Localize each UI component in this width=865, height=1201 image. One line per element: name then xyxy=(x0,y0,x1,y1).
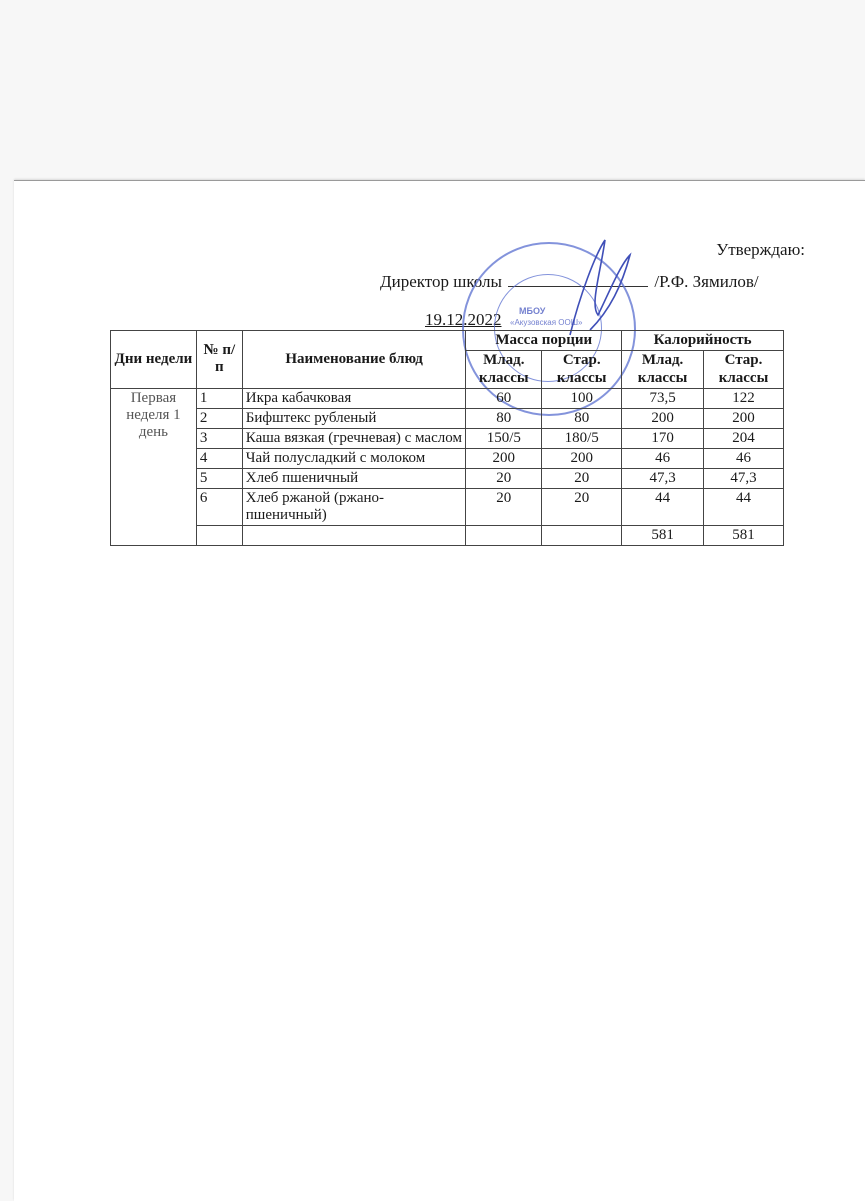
row-mass-sr: 180/5 xyxy=(542,428,622,448)
row-cal-sr: 47,3 xyxy=(704,468,784,488)
row-dish: Хлеб ржаной (ржано-пшеничный) xyxy=(242,488,466,525)
header-mass-sr: Стар. классы xyxy=(542,351,622,389)
header-mass-jr: Млад. классы xyxy=(466,351,542,389)
row-cal-sr: 200 xyxy=(704,408,784,428)
director-name: /Р.Ф. Зямилов/ xyxy=(654,272,759,291)
row-cal-sr: 44 xyxy=(704,488,784,525)
table-row xyxy=(111,388,784,408)
stamp-org: МБОУ xyxy=(519,306,546,316)
row-dish: Чай полусладкий с молоком xyxy=(242,448,466,468)
row-mass-jr: 80 xyxy=(466,408,542,428)
table-row xyxy=(111,408,784,428)
row-mass-sr: 20 xyxy=(542,468,622,488)
row-cal-jr: 170 xyxy=(622,428,704,448)
header-dish: Наименование блюд xyxy=(242,331,466,389)
row-cal-jr: 200 xyxy=(622,408,704,428)
row-mass-jr: 20 xyxy=(466,488,542,525)
table-header-row xyxy=(111,331,784,351)
director-signature xyxy=(560,235,640,345)
stamp-school: «Акузовская ООШ» xyxy=(510,318,583,327)
row-cal-sr: 46 xyxy=(704,448,784,468)
approval-date-value: 19.12.2022 xyxy=(425,310,502,329)
row-num: 2 xyxy=(196,408,242,428)
header-cal-jr: Млад. классы xyxy=(622,351,704,389)
table-row xyxy=(111,428,784,448)
row-dish: Хлеб пшеничный xyxy=(242,468,466,488)
director-prefix: Директор школы xyxy=(380,272,502,291)
row-mass-sr: 80 xyxy=(542,408,622,428)
table-row xyxy=(111,448,784,468)
row-num: 1 xyxy=(196,388,242,408)
header-num: № п/п xyxy=(196,331,242,389)
row-mass-jr: 200 xyxy=(466,448,542,468)
day-label: Первая неделя 1 день xyxy=(111,388,197,545)
row-mass-jr: 60 xyxy=(466,388,542,408)
table-row xyxy=(111,468,784,488)
row-mass-jr: 20 xyxy=(466,468,542,488)
total-num-cell xyxy=(196,525,242,545)
row-cal-jr: 46 xyxy=(622,448,704,468)
row-dish: Бифштекс рубленый xyxy=(242,408,466,428)
header-days: Дни недели xyxy=(111,331,197,389)
total-cal-jr: 581 xyxy=(622,525,704,545)
row-num: 5 xyxy=(196,468,242,488)
header-mass: Масса порции xyxy=(466,331,622,351)
menu-table xyxy=(110,330,784,546)
total-mass-sr xyxy=(542,525,622,545)
row-cal-sr: 122 xyxy=(704,388,784,408)
row-num: 3 xyxy=(196,428,242,448)
table-total-row xyxy=(111,525,784,545)
header-cal-sr: Стар. классы xyxy=(704,351,784,389)
row-dish: Икра кабачковая xyxy=(242,388,466,408)
row-num: 4 xyxy=(196,448,242,468)
row-cal-sr: 204 xyxy=(704,428,784,448)
row-cal-jr: 44 xyxy=(622,488,704,525)
row-cal-jr: 47,3 xyxy=(622,468,704,488)
row-dish: Каша вязкая (гречневая) с маслом xyxy=(242,428,466,448)
row-mass-jr: 150/5 xyxy=(466,428,542,448)
total-cal-sr: 581 xyxy=(704,525,784,545)
row-cal-jr: 73,5 xyxy=(622,388,704,408)
table-row xyxy=(111,488,784,525)
header-calories: Калорийность xyxy=(622,331,784,351)
row-mass-sr: 200 xyxy=(542,448,622,468)
row-mass-sr: 20 xyxy=(542,488,622,525)
row-num: 6 xyxy=(196,488,242,525)
row-mass-sr: 100 xyxy=(542,388,622,408)
total-mass-jr xyxy=(466,525,542,545)
total-dish-cell xyxy=(242,525,466,545)
approve-label: Утверждаю: xyxy=(716,240,805,259)
